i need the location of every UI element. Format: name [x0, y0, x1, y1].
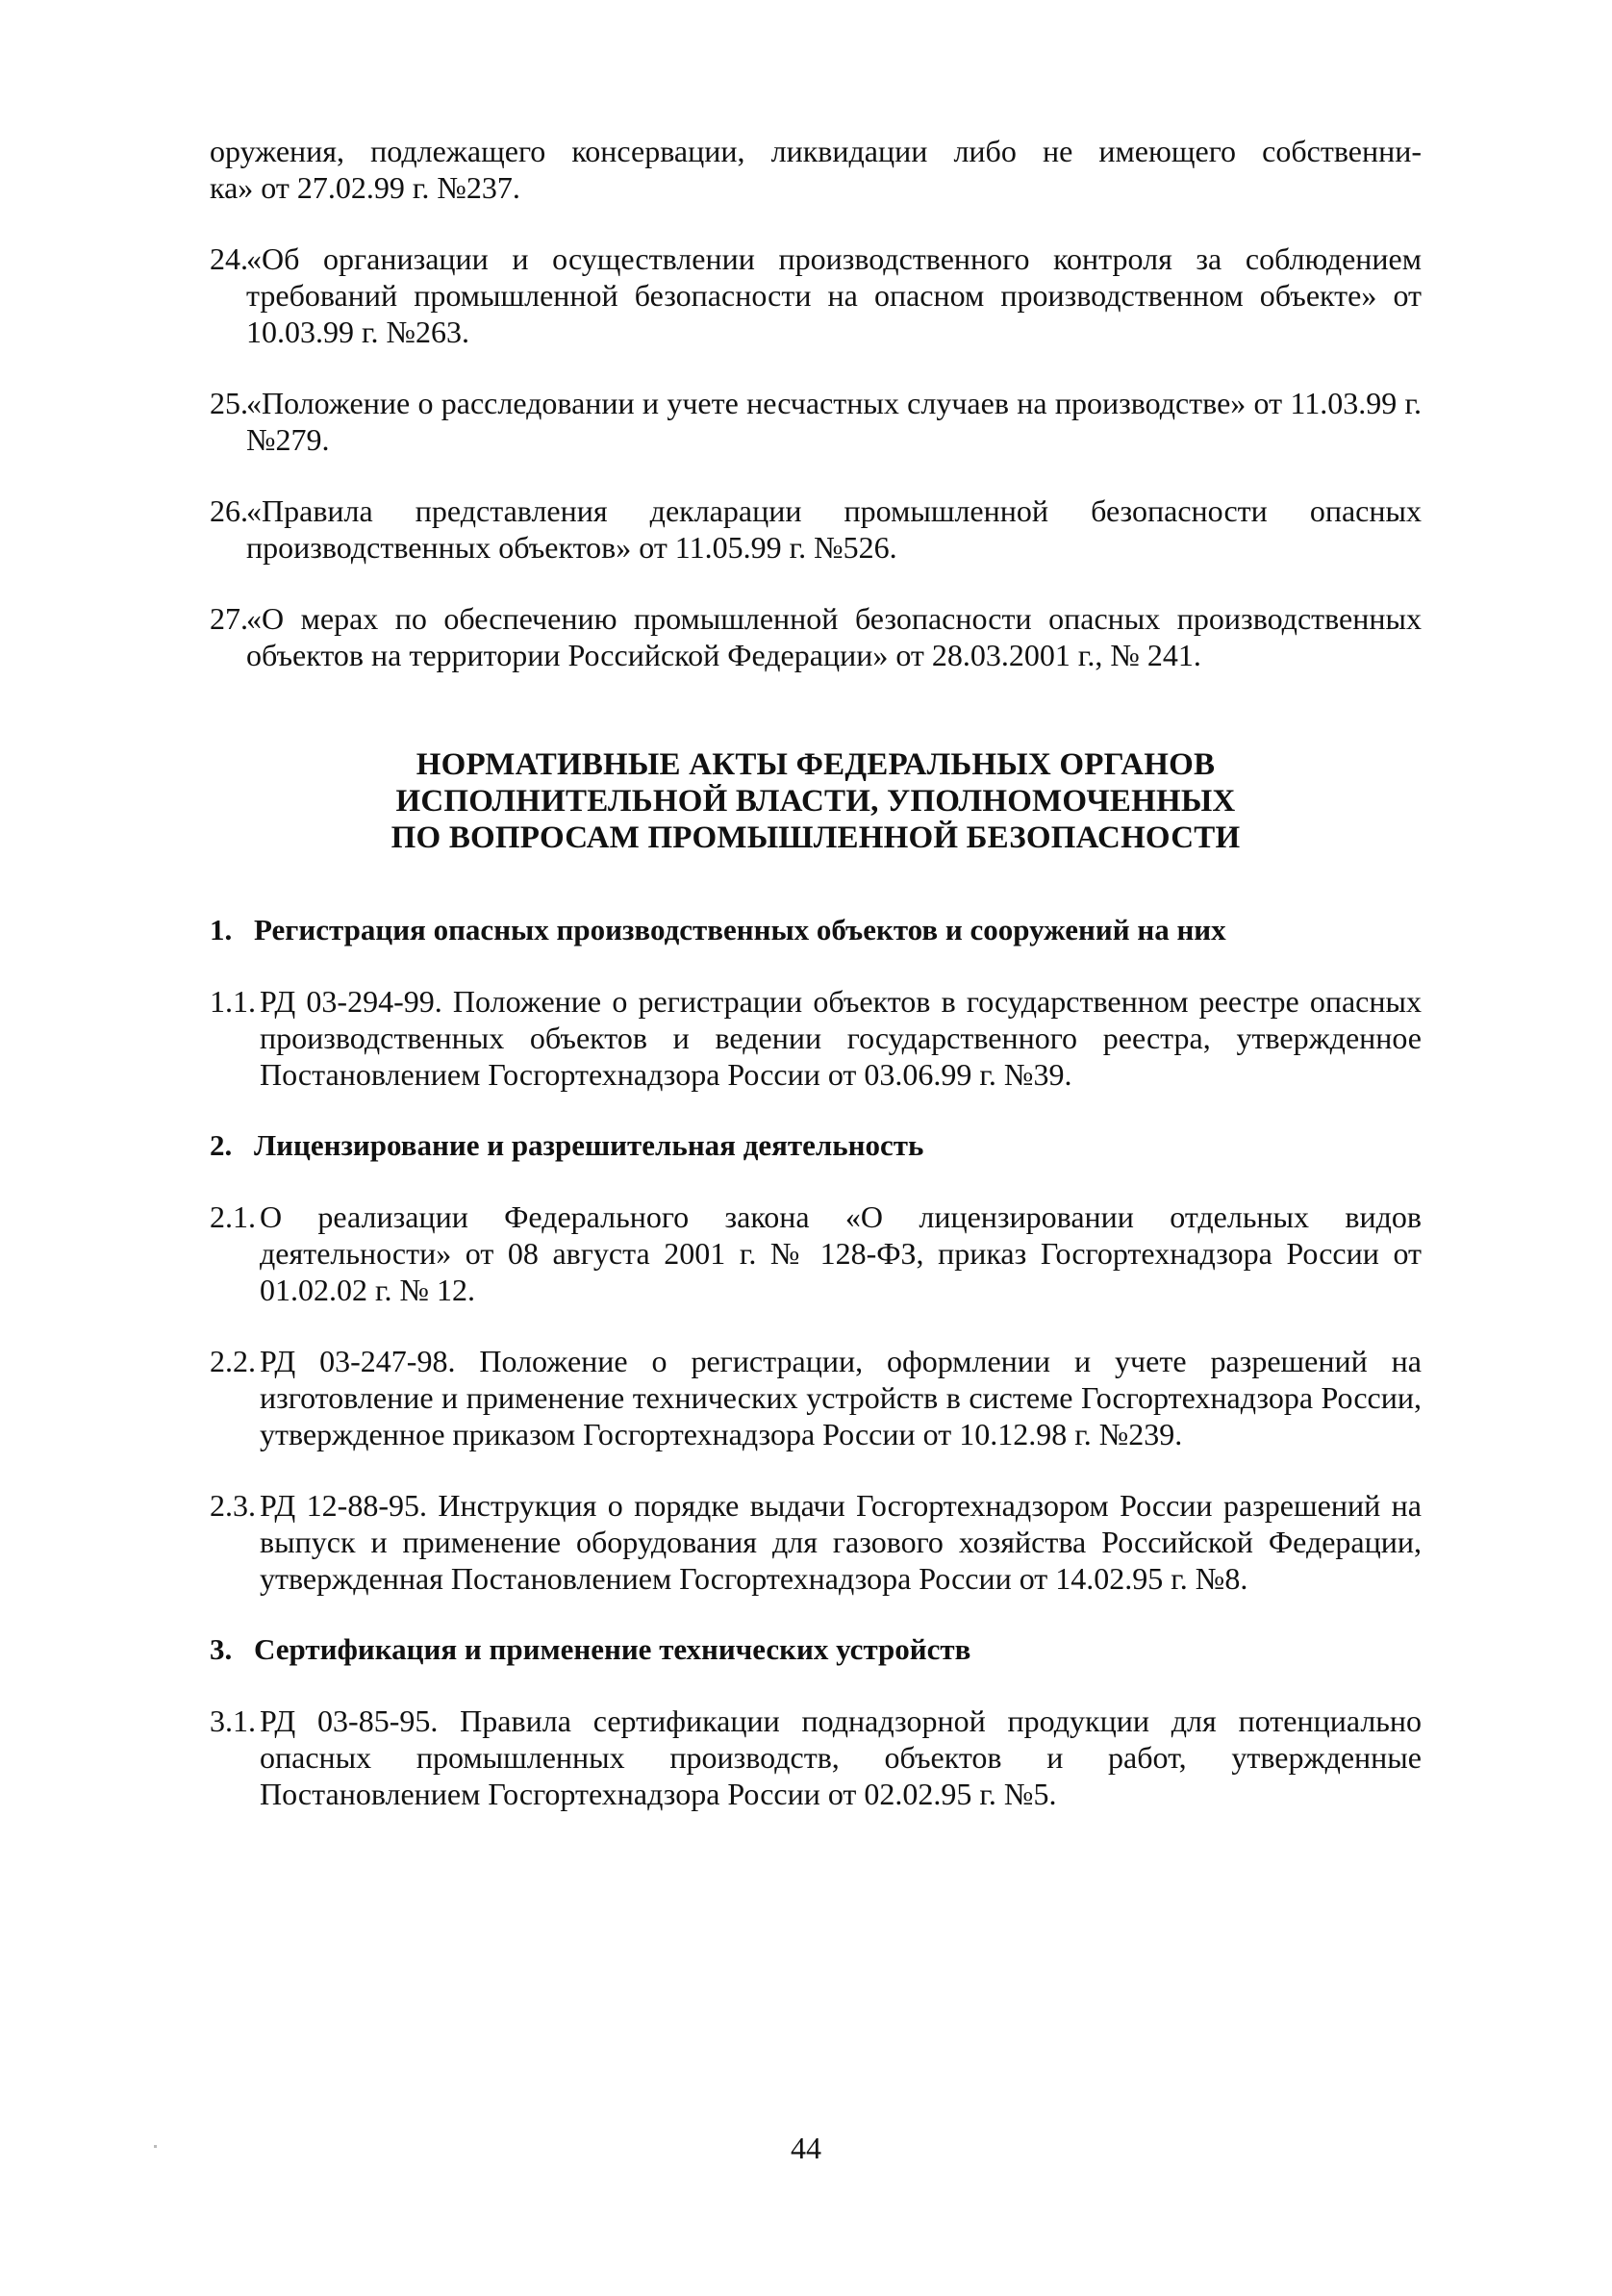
list-item-1-1	[210, 983, 1422, 1093]
list-item-number: 2.3.	[210, 1488, 256, 1523]
list-item-text: РД 03-294-99. Положение о регистрации объектов в государственном реестре опасных производственных объектов и ведении государственного реестра, утвержденное Постановлением Госгортехнадзора России от 03.06.99 г. №39.	[260, 984, 1422, 1092]
list-item-26	[210, 492, 1422, 566]
section-heading-line-3: ПО ВОПРОСАМ ПРОМЫШЛЕННОЙ БЕЗОПАСНОСТИ	[390, 820, 1241, 855]
list-item-24	[210, 240, 1422, 350]
page-content	[210, 133, 1422, 1812]
list-item-text: О реализации Федерального закона «О лицензировании отдельных видов деятельности» от 08 августа 2001 г. № 128-ФЗ, приказ Госгортехнадзора России от 01.02.02 г. № 12.	[260, 1199, 1422, 1307]
list-item-text: «Об организации и осуществлении производственного контроля за соблюдением требований промышленной безопасности на опасном производственном объекте» от 10.03.99 г. №263.	[246, 241, 1422, 349]
intro-line-2: ка» от 27.02.99 г. №237.	[210, 170, 520, 205]
section-title-text: Лицензирование и разрешительная деятельность	[254, 1128, 924, 1162]
section-title-text: Регистрация опасных производственных объектов и сооружений на них	[254, 913, 1226, 946]
list-item-number: 2.2.	[210, 1344, 256, 1378]
list-item-text: «Правила представления декларации промышленной безопасности опасных производственных объектов» от 11.05.99 г. №526.	[246, 493, 1422, 565]
list-item-text: «О мерах по обеспечению промышленной безопасности опасных производственных объектов на территории Российской Федерации» от 28.03.2001 г., № 241.	[246, 601, 1422, 672]
list-item-2-1	[210, 1198, 1422, 1308]
list-item-25	[210, 385, 1422, 458]
list-item-text: РД 03-247-98. Положение о регистрации, оформлении и учете разрешений на изготовление и применение технических устройств в системе Госгортехнадзора России, утвержденное приказом Госгортехнадзора России от 10.12.98 г. №239.	[260, 1344, 1422, 1451]
list-item-3-1	[210, 1703, 1422, 1812]
list-item-27	[210, 600, 1422, 673]
section-number: 3.	[210, 1632, 233, 1666]
list-item-text: РД 03-85-95. Правила сертификации поднадзорной продукции для потенциально опасных промышленных производств, объектов и работ, утвержденные Постановлением Госгортехнадзора России от 02.02.95 г. №5.	[260, 1703, 1422, 1811]
section-heading-line-1: НОРМАТИВНЫЕ АКТЫ ФЕДЕРАЛЬНЫХ ОРГАНОВ	[416, 747, 1216, 782]
section-title-text: Сертификация и применение технических устройств	[254, 1632, 971, 1666]
section-number: 2.	[210, 1128, 233, 1162]
list-item-text: РД 12-88-95. Инструкция о порядке выдачи Госгортехнадзором России разрешений на выпуск и применение оборудования для газового хозяйства Российской Федерации, утвержденная Постановлением Госгортехнадзора России от 14.02.95 г. №8.	[260, 1488, 1422, 1596]
section-number: 1.	[210, 913, 233, 946]
list-item-number: 1.1.	[210, 984, 256, 1019]
section-heading-line-2: ИСПОЛНИТЕЛЬНОЙ ВЛАСТИ, УПОЛНОМОЧЕННЫХ	[395, 784, 1236, 819]
list-item-number: 2.1.	[210, 1199, 256, 1234]
intro-line-1: оружения, подлежащего консервации, ликвидации либо не имеющего собственни-	[210, 134, 1422, 168]
list-item-number: 27.	[210, 601, 248, 636]
list-item-2-3	[210, 1487, 1422, 1597]
list-item-2-2	[210, 1343, 1422, 1452]
section-title-2	[210, 1127, 1422, 1164]
section-title-3	[210, 1631, 1422, 1668]
section-title-1	[210, 912, 1422, 948]
list-item-text: «Положение о расследовании и учете несчастных случаев на производстве» от 11.03.99 г. №279.	[246, 386, 1422, 457]
list-item-number: 26.	[210, 493, 248, 528]
list-item-number: 24.	[210, 241, 248, 276]
page-number: 44	[791, 2131, 821, 2165]
list-item-number: 25.	[210, 386, 248, 420]
list-item-number: 3.1.	[210, 1703, 256, 1738]
